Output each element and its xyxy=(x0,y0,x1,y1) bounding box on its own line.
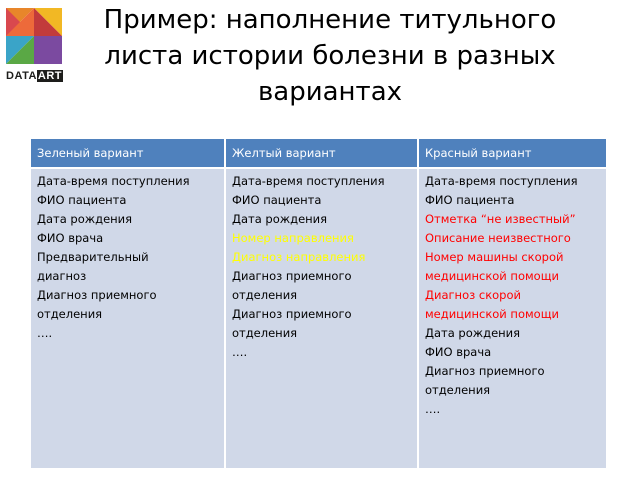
list-item: ФИО врача xyxy=(425,345,492,359)
header-green-variant: Зеленый вариант xyxy=(31,139,225,168)
list-item: отделения xyxy=(37,307,103,321)
list-item: Диагноз приемного xyxy=(425,364,545,378)
list-item-highlighted: Диагноз скорой xyxy=(425,288,521,302)
list-item: ФИО пациента xyxy=(232,193,322,207)
table-row xyxy=(31,168,606,468)
list-item: ФИО врача xyxy=(37,231,104,245)
list-item: Дата-время поступления xyxy=(425,174,578,188)
list-item: отделения xyxy=(425,383,491,397)
yellow-variant-cell xyxy=(225,168,418,468)
list-item: Диагноз приемного xyxy=(37,288,157,302)
list-item: диагноз xyxy=(37,269,87,283)
list-item: Дата рождения xyxy=(232,212,328,226)
title-line: листа истории болезни в разных xyxy=(104,41,556,71)
logo-wordmark: DATAART xyxy=(6,70,63,82)
list-item: …. xyxy=(425,402,441,416)
list-item: Дата рождения xyxy=(425,326,521,340)
list-item-highlighted: Отметка “не известный” xyxy=(425,212,576,226)
list-item: Дата-время поступления xyxy=(232,174,385,188)
header-red-variant: Красный вариант xyxy=(418,139,606,168)
list-item: отделения xyxy=(232,288,298,302)
list-item: Дата-время поступления xyxy=(37,174,190,188)
slide-title xyxy=(70,2,590,110)
list-item-highlighted: Описание неизвестного xyxy=(425,231,571,245)
list-item: Диагноз приемного xyxy=(232,307,352,321)
list-item-highlighted: Номер машины скорой xyxy=(425,250,564,264)
dataart-logo-icon xyxy=(6,8,62,64)
list-item: Предварительный xyxy=(37,250,149,264)
variants-table xyxy=(31,139,606,468)
list-item: Диагноз приемного xyxy=(232,269,352,283)
list-item-highlighted: медицинской помощи xyxy=(425,307,560,321)
green-variant-cell xyxy=(31,168,225,468)
list-item-highlighted: Номер направления xyxy=(232,231,354,245)
list-item-highlighted: Диагноз направления xyxy=(232,250,366,264)
title-line: Пример: наполнение титульного xyxy=(103,5,557,35)
list-item: …. xyxy=(37,326,53,340)
header-yellow-variant: Желтый вариант xyxy=(225,139,418,168)
table-header-row xyxy=(31,139,606,168)
list-item: отделения xyxy=(232,326,298,340)
list-item: …. xyxy=(232,345,248,359)
list-item-highlighted: медицинской помощи xyxy=(425,269,560,283)
list-item: Дата рождения xyxy=(37,212,133,226)
list-item: ФИО пациента xyxy=(37,193,127,207)
red-variant-cell xyxy=(418,168,606,468)
title-line: вариантах xyxy=(257,77,403,107)
list-item: ФИО пациента xyxy=(425,193,515,207)
